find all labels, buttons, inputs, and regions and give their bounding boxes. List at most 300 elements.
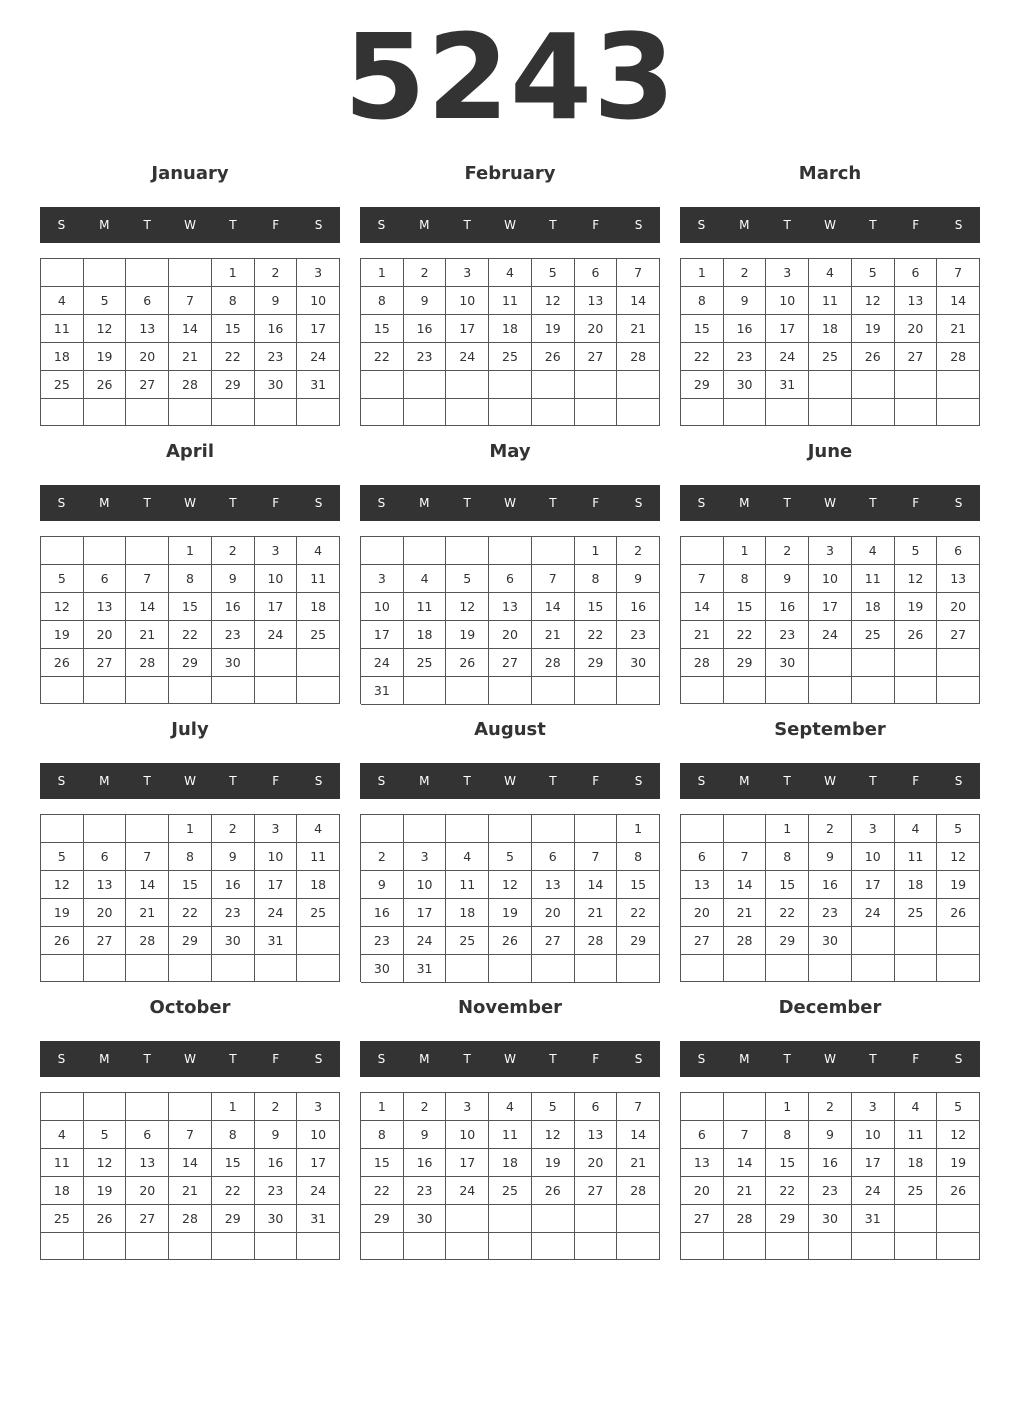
day-cell: 14 (575, 871, 618, 899)
day-cell (532, 537, 575, 565)
weekday-label: W (504, 774, 516, 788)
day-cell (446, 677, 489, 705)
weekday-label: T (869, 774, 877, 788)
weekday-label: S (634, 1052, 643, 1066)
weekday-label: F (272, 218, 280, 232)
day-grid (360, 536, 660, 704)
weekday-label: S (634, 218, 643, 232)
day-cell (532, 677, 575, 705)
day-cell: 27 (126, 1205, 169, 1233)
day-cell (489, 677, 532, 705)
day-cell (126, 955, 169, 982)
day-cell: 22 (681, 343, 724, 371)
day-cell (84, 537, 127, 565)
day-cell (532, 1233, 575, 1260)
month-title: May (489, 441, 531, 462)
weekday-label: F (912, 496, 920, 510)
day-cell (724, 1093, 767, 1121)
day-cell: 27 (84, 649, 127, 677)
day-cell (255, 955, 298, 982)
day-cell (255, 1233, 298, 1260)
weekday-label: F (272, 774, 280, 788)
day-cell (895, 371, 938, 399)
day-cell: 9 (809, 1121, 852, 1149)
day-cell: 7 (126, 565, 169, 593)
day-cell (937, 399, 980, 426)
day-cell: 20 (532, 899, 575, 927)
day-cell: 9 (766, 565, 809, 593)
day-cell: 24 (852, 1177, 895, 1205)
weekday-label: T (229, 774, 237, 788)
day-cell (895, 1233, 938, 1260)
day-cell: 25 (446, 927, 489, 955)
day-cell: 8 (766, 1121, 809, 1149)
day-cell: 23 (212, 621, 255, 649)
day-cell: 14 (532, 593, 575, 621)
day-cell (617, 371, 660, 399)
day-cell (361, 537, 404, 565)
weekday-label: S (954, 774, 963, 788)
weekday-header (680, 763, 980, 799)
weekday-label: T (229, 218, 237, 232)
day-cell: 8 (169, 843, 212, 871)
weekday-label: M (739, 496, 750, 510)
day-cell: 10 (297, 287, 340, 315)
day-cell: 2 (361, 843, 404, 871)
day-cell: 16 (404, 315, 447, 343)
day-cell: 12 (895, 565, 938, 593)
month-title: April (165, 441, 215, 462)
day-cell (766, 955, 809, 982)
day-cell (852, 371, 895, 399)
weekday-label: T (229, 496, 237, 510)
day-cell: 19 (489, 899, 532, 927)
day-cell: 29 (169, 927, 212, 955)
day-cell: 22 (617, 899, 660, 927)
day-cell: 21 (617, 315, 660, 343)
day-cell (532, 371, 575, 399)
day-cell: 15 (169, 871, 212, 899)
day-cell (41, 677, 84, 704)
weekday-label: T (783, 218, 791, 232)
day-cell: 4 (297, 537, 340, 565)
day-cell (41, 1233, 84, 1260)
weekday-label: T (869, 218, 877, 232)
day-cell: 17 (766, 315, 809, 343)
day-cell (895, 927, 938, 955)
day-cell (809, 677, 852, 704)
day-cell: 26 (532, 343, 575, 371)
day-cell: 3 (361, 565, 404, 593)
month-title: August (474, 719, 546, 740)
day-cell (84, 1093, 127, 1121)
weekday-label: W (184, 774, 196, 788)
weekday-label: F (592, 774, 600, 788)
weekday-label: S (57, 774, 66, 788)
day-cell (297, 399, 340, 426)
weekday-label: S (314, 218, 323, 232)
day-cell: 16 (724, 315, 767, 343)
day-cell: 22 (766, 899, 809, 927)
day-cell: 22 (575, 621, 618, 649)
day-grid (680, 536, 980, 704)
day-cell: 4 (895, 815, 938, 843)
day-cell (41, 259, 84, 287)
day-cell: 7 (724, 843, 767, 871)
day-cell (41, 537, 84, 565)
weekday-label: S (634, 496, 643, 510)
day-cell (404, 1233, 447, 1260)
day-cell: 3 (766, 259, 809, 287)
day-cell: 14 (617, 287, 660, 315)
weekday-label: T (869, 1052, 877, 1066)
day-cell: 4 (489, 1093, 532, 1121)
day-cell (617, 399, 660, 427)
day-cell: 7 (169, 287, 212, 315)
month-title: June (807, 441, 853, 462)
day-cell: 5 (84, 287, 127, 315)
weekday-label: F (272, 1052, 280, 1066)
day-cell: 6 (489, 565, 532, 593)
day-cell: 20 (126, 343, 169, 371)
weekday-label: T (783, 774, 791, 788)
day-cell: 10 (361, 593, 404, 621)
weekday-header (680, 1041, 980, 1077)
day-cell: 7 (724, 1121, 767, 1149)
day-cell: 30 (809, 927, 852, 955)
weekday-header (360, 485, 660, 521)
weekday-label: T (463, 496, 471, 510)
weekday-label: M (419, 218, 430, 232)
day-cell: 17 (852, 871, 895, 899)
day-cell (937, 677, 980, 704)
day-cell (169, 677, 212, 704)
day-cell (446, 815, 489, 843)
weekday-label: M (99, 1052, 110, 1066)
day-cell: 2 (617, 537, 660, 565)
day-cell (575, 677, 618, 705)
day-cell (681, 399, 724, 426)
day-grid (360, 1092, 660, 1260)
day-cell: 26 (84, 1205, 127, 1233)
day-cell (41, 815, 84, 843)
weekday-label: F (592, 218, 600, 232)
weekday-label: M (419, 496, 430, 510)
day-cell: 16 (361, 899, 404, 927)
weekday-label: S (954, 218, 963, 232)
weekday-label: W (504, 496, 516, 510)
day-cell: 17 (446, 1149, 489, 1177)
day-cell: 29 (575, 649, 618, 677)
day-cell: 28 (169, 371, 212, 399)
day-cell (617, 1233, 660, 1260)
day-cell: 12 (532, 287, 575, 315)
weekday-label: T (143, 496, 151, 510)
day-cell (532, 815, 575, 843)
day-cell (297, 927, 340, 955)
day-cell: 9 (255, 1121, 298, 1149)
day-cell: 20 (84, 899, 127, 927)
day-cell (84, 815, 127, 843)
day-cell: 4 (41, 1121, 84, 1149)
day-cell: 19 (532, 1149, 575, 1177)
day-cell: 29 (617, 927, 660, 955)
weekday-label: S (954, 496, 963, 510)
day-cell: 4 (489, 259, 532, 287)
day-cell (617, 955, 660, 983)
weekday-label: T (869, 496, 877, 510)
day-cell: 18 (297, 871, 340, 899)
day-cell: 8 (212, 287, 255, 315)
day-cell: 17 (361, 621, 404, 649)
day-cell (446, 371, 489, 399)
day-cell: 2 (809, 1093, 852, 1121)
day-cell (575, 399, 618, 427)
day-cell: 18 (446, 899, 489, 927)
day-cell: 26 (937, 1177, 980, 1205)
weekday-label: M (739, 1052, 750, 1066)
weekday-label: M (99, 496, 110, 510)
day-cell (852, 955, 895, 982)
day-cell: 3 (446, 259, 489, 287)
day-cell: 29 (169, 649, 212, 677)
day-cell: 23 (724, 343, 767, 371)
day-cell (895, 1205, 938, 1233)
day-cell: 26 (532, 1177, 575, 1205)
day-cell: 7 (617, 1093, 660, 1121)
day-cell: 6 (84, 843, 127, 871)
weekday-label: T (549, 1052, 557, 1066)
day-cell: 26 (41, 927, 84, 955)
day-cell: 20 (575, 315, 618, 343)
day-cell: 21 (724, 1177, 767, 1205)
day-cell: 24 (809, 621, 852, 649)
day-cell: 2 (212, 537, 255, 565)
weekday-label: W (824, 774, 836, 788)
day-cell (404, 371, 447, 399)
day-cell: 19 (84, 1177, 127, 1205)
day-cell (126, 1093, 169, 1121)
day-cell: 10 (809, 565, 852, 593)
day-cell: 12 (852, 287, 895, 315)
day-cell: 18 (895, 1149, 938, 1177)
day-cell: 28 (681, 649, 724, 677)
weekday-label: F (912, 774, 920, 788)
day-cell: 30 (361, 955, 404, 983)
day-cell: 18 (41, 1177, 84, 1205)
month-title: November (457, 997, 563, 1018)
day-cell (895, 677, 938, 704)
month-title: March (798, 163, 862, 184)
day-cell: 29 (361, 1205, 404, 1233)
day-cell: 31 (852, 1205, 895, 1233)
day-cell: 2 (809, 815, 852, 843)
day-cell: 29 (724, 649, 767, 677)
day-cell: 9 (724, 287, 767, 315)
day-cell: 1 (724, 537, 767, 565)
day-cell (84, 955, 127, 982)
month-title: January (151, 163, 229, 184)
day-cell: 13 (84, 871, 127, 899)
day-cell: 31 (361, 677, 404, 705)
day-cell: 8 (766, 843, 809, 871)
day-cell: 16 (617, 593, 660, 621)
day-cell: 31 (255, 927, 298, 955)
day-cell: 5 (852, 259, 895, 287)
day-cell: 26 (852, 343, 895, 371)
day-cell (766, 399, 809, 426)
day-cell: 28 (126, 649, 169, 677)
weekday-label: W (184, 496, 196, 510)
weekday-label: S (57, 496, 66, 510)
weekday-label: T (549, 774, 557, 788)
day-cell (724, 815, 767, 843)
day-cell (766, 1233, 809, 1260)
day-cell: 16 (255, 1149, 298, 1177)
day-cell: 21 (937, 315, 980, 343)
day-cell: 17 (255, 871, 298, 899)
day-cell: 23 (361, 927, 404, 955)
day-cell: 3 (809, 537, 852, 565)
day-cell: 2 (404, 259, 447, 287)
day-cell: 27 (681, 927, 724, 955)
day-cell: 10 (852, 843, 895, 871)
day-cell (617, 1205, 660, 1233)
day-cell: 5 (895, 537, 938, 565)
day-cell: 27 (575, 343, 618, 371)
day-cell (489, 1205, 532, 1233)
day-cell (404, 537, 447, 565)
day-cell: 25 (41, 371, 84, 399)
day-cell: 28 (126, 927, 169, 955)
day-cell: 6 (84, 565, 127, 593)
weekday-label: S (377, 218, 386, 232)
day-cell: 31 (766, 371, 809, 399)
day-grid (40, 1092, 340, 1260)
day-cell: 14 (169, 1149, 212, 1177)
day-cell: 16 (212, 593, 255, 621)
day-cell: 14 (724, 871, 767, 899)
day-cell: 12 (937, 1121, 980, 1149)
day-cell: 5 (41, 843, 84, 871)
day-cell: 30 (809, 1205, 852, 1233)
weekday-label: W (824, 496, 836, 510)
day-cell: 1 (617, 815, 660, 843)
day-cell: 12 (84, 315, 127, 343)
day-cell: 26 (937, 899, 980, 927)
day-cell: 14 (126, 871, 169, 899)
day-cell (532, 1205, 575, 1233)
day-cell: 15 (724, 593, 767, 621)
day-cell: 11 (895, 1121, 938, 1149)
day-cell (937, 1233, 980, 1260)
day-cell: 22 (169, 899, 212, 927)
day-cell (575, 815, 618, 843)
day-cell (255, 677, 298, 704)
day-cell (446, 1233, 489, 1260)
weekday-label: M (99, 218, 110, 232)
day-cell: 6 (681, 843, 724, 871)
day-cell: 30 (617, 649, 660, 677)
day-cell: 4 (446, 843, 489, 871)
day-cell (575, 371, 618, 399)
day-cell: 22 (766, 1177, 809, 1205)
day-cell: 9 (617, 565, 660, 593)
day-cell: 9 (361, 871, 404, 899)
day-cell (937, 927, 980, 955)
day-cell: 19 (852, 315, 895, 343)
weekday-label: S (697, 496, 706, 510)
day-cell: 13 (126, 1149, 169, 1177)
day-cell: 22 (361, 343, 404, 371)
day-cell: 25 (41, 1205, 84, 1233)
day-cell: 17 (404, 899, 447, 927)
weekday-header (40, 1041, 340, 1077)
day-cell (212, 1233, 255, 1260)
day-cell (809, 955, 852, 982)
day-cell: 6 (575, 1093, 618, 1121)
weekday-label: W (504, 218, 516, 232)
day-cell: 13 (575, 287, 618, 315)
weekday-label: T (143, 1052, 151, 1066)
day-cell: 23 (404, 1177, 447, 1205)
day-grid (40, 536, 340, 704)
day-cell (681, 1093, 724, 1121)
day-cell: 8 (169, 565, 212, 593)
day-cell: 13 (575, 1121, 618, 1149)
day-cell: 12 (84, 1149, 127, 1177)
day-cell: 13 (126, 315, 169, 343)
day-cell: 23 (617, 621, 660, 649)
day-cell: 14 (126, 593, 169, 621)
day-cell: 5 (84, 1121, 127, 1149)
day-cell: 26 (41, 649, 84, 677)
weekday-label: M (739, 218, 750, 232)
day-cell: 27 (84, 927, 127, 955)
day-cell: 5 (489, 843, 532, 871)
day-cell: 10 (404, 871, 447, 899)
day-cell: 2 (255, 259, 298, 287)
day-cell (852, 649, 895, 677)
day-cell (575, 1233, 618, 1260)
weekday-label: W (824, 1052, 836, 1066)
day-cell: 27 (126, 371, 169, 399)
day-cell: 19 (41, 621, 84, 649)
day-cell: 12 (41, 871, 84, 899)
day-cell: 13 (84, 593, 127, 621)
day-cell: 29 (212, 371, 255, 399)
day-cell: 25 (895, 899, 938, 927)
day-cell: 10 (297, 1121, 340, 1149)
day-cell: 15 (361, 315, 404, 343)
day-cell: 1 (169, 537, 212, 565)
day-cell (852, 927, 895, 955)
day-cell: 23 (809, 899, 852, 927)
day-cell: 21 (169, 1177, 212, 1205)
day-cell: 18 (809, 315, 852, 343)
day-cell (126, 815, 169, 843)
day-cell: 24 (404, 927, 447, 955)
day-cell (809, 399, 852, 426)
day-cell: 28 (724, 1205, 767, 1233)
day-cell: 14 (681, 593, 724, 621)
day-cell (169, 399, 212, 426)
day-grid (680, 258, 980, 426)
day-cell (532, 399, 575, 427)
year-title: 5243 (343, 8, 677, 146)
day-cell: 3 (446, 1093, 489, 1121)
weekday-header (40, 485, 340, 521)
